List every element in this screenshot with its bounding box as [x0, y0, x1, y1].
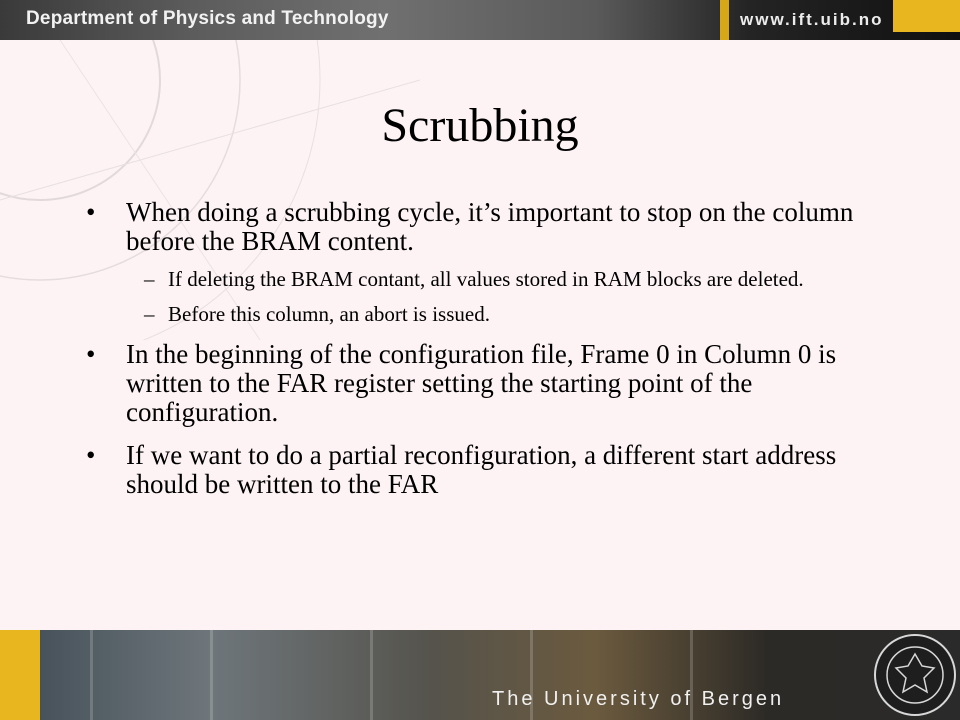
footer-banner — [0, 630, 960, 720]
bullet-list — [86, 198, 896, 499]
bullet-item — [86, 340, 896, 427]
website-link[interactable]: www.ift.uib.no — [740, 10, 884, 29]
department-name: Department of Physics and Technology — [26, 8, 389, 29]
sub-bullet-text: Before this column, an abort is issued. — [168, 302, 490, 326]
header-accent-block — [893, 0, 960, 32]
university-name: The University of Bergen — [492, 688, 785, 710]
header-bar — [0, 0, 960, 40]
bullet-item — [86, 441, 896, 499]
bullet-text: If we want to do a partial reconfiguration, a different start address should be written to the FAR — [126, 440, 837, 499]
slide-title: Scrubbing — [381, 99, 579, 152]
bullet-marker: • — [86, 339, 96, 369]
bullet-text: When doing a scrubbing cycle, it’s important to stop on the column before the BRAM content. — [126, 197, 854, 256]
sub-bullet-marker: – — [144, 267, 155, 291]
bullet-text: In the beginning of the configuration file, Frame 0 in Column 0 is written to the FAR register setting the starting point of the configuration. — [126, 339, 837, 427]
sub-bullet-marker: – — [144, 302, 155, 326]
header-accent — [720, 0, 729, 40]
sub-bullet-item — [86, 303, 896, 326]
footer-stripe — [370, 630, 373, 720]
footer-stripe — [210, 630, 213, 720]
sub-bullet-item — [86, 268, 896, 291]
university-seal-icon — [872, 632, 958, 718]
bullet-marker: • — [86, 197, 96, 227]
footer-accent — [0, 630, 40, 720]
bullet-item — [86, 198, 896, 256]
bullet-marker: • — [86, 440, 96, 470]
sub-bullet-text: If deleting the BRAM contant, all values stored in RAM blocks are deleted. — [168, 267, 804, 291]
footer-stripe — [90, 630, 93, 720]
